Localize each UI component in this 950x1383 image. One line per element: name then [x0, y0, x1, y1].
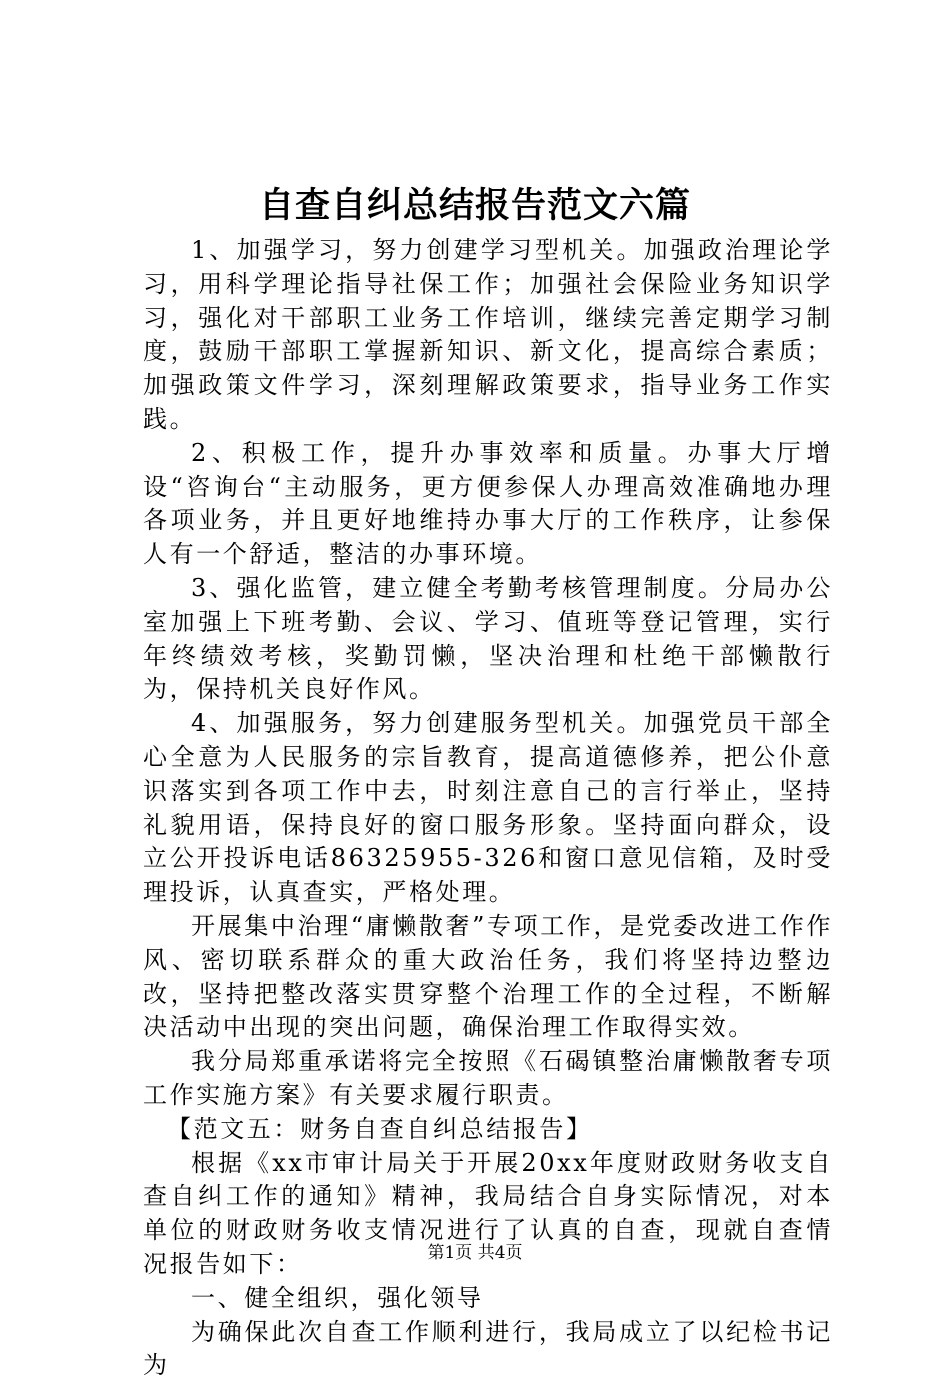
paragraph: 3、强化监管，建立健全考勤考核管理制度。分局办公室加强上下班考勤、会议、学习、值班等登记管理，实行年终绩效考核，奖勤罚懒，坚决治理和杜绝干部懒散行为，保持机关良好作风。: [143, 572, 833, 707]
paragraph: 根据《xx市审计局关于开展20xx年度财政财务收支自查自纠工作的通知》精神，我局结合自身实际情况，对本单位的财政财务收支情况进行了认真的自查，现就自查情况报告如下：: [143, 1147, 833, 1282]
paragraph: 4、加强服务，努力创建服务型机关。加强党员干部全心全意为人民服务的宗旨教育，提高道德修养，把公仆意识落实到各项工作中去，时刻注意自己的言行举止，坚持礼貌用语，保持良好的窗口服务形象。坚持面向群众，设立公开投诉电话86325955-326和窗口意见信箱，及时受理投诉，认真查实，严格处理。: [143, 707, 833, 910]
page-footer: 第1页 共4页: [0, 1241, 950, 1265]
subheading: 一、健全组织，强化领导: [143, 1282, 833, 1316]
paragraph: 2、积极工作，提升办事效率和质量。办事大厅增设“咨询台“主动服务，更方便参保人办理高效准确地办理各项业务，并且更好地维持办事大厅的工作秩序，让参保人有一个舒适，整洁的办事环境。: [143, 437, 833, 572]
paragraph: 1、加强学习，努力创建学习型机关。加强政治理论学习，用科学理论指导社保工作；加强社会保险业务知识学习，强化对干部职工业务工作培训，继续完善定期学习制度，鼓励干部职工掌握新知识、新文化，提高综合素质；加强政策文件学习，深刻理解政策要求，指导业务工作实践。: [143, 234, 833, 437]
document-title: 自查自纠总结报告范文六篇: [0, 178, 950, 234]
paragraph: 为确保此次自查工作顺利进行，我局成立了以纪检书记为: [143, 1316, 833, 1383]
document-body: [143, 234, 833, 1383]
paragraph: 我分局郑重承诺将完全按照《石碣镇整治庸懒散奢专项工作实施方案》有关要求履行职责。: [143, 1045, 833, 1113]
paragraph: 开展集中治理“庸懒散奢”专项工作，是党委改进工作作风、密切联系群众的重大政治任务，我们将坚持边整边改，坚持把整改落实贯穿整个治理工作的全过程，不断解决活动中出现的突出问题，确保治理工作取得实效。: [143, 910, 833, 1045]
section-heading: 【范文五：财务自查自纠总结报告】: [143, 1113, 833, 1147]
